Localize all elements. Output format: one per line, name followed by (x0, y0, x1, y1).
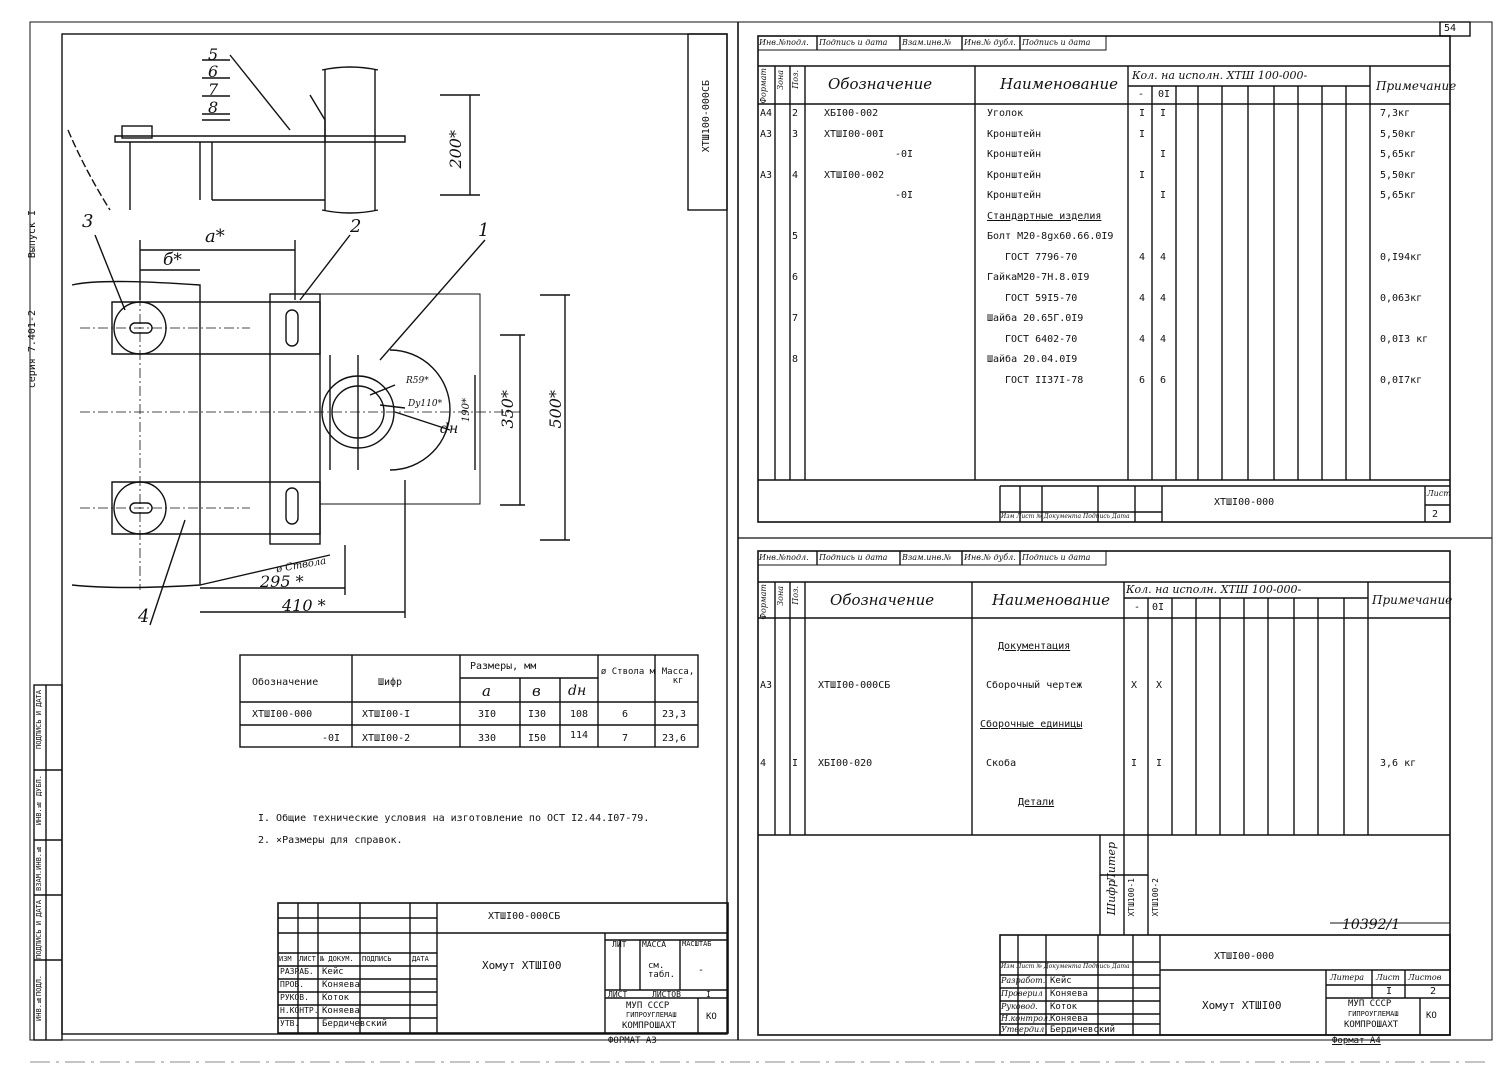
tb-h-list: ЛИСТ (299, 955, 316, 963)
tb-role: Н.КОНТР. (280, 1006, 319, 1015)
dim-410: 410 * (282, 596, 326, 615)
rb-person: Кейс (1050, 976, 1072, 986)
rt-cell-c1: 4 (1139, 292, 1146, 304)
rb-list-val: I (1386, 986, 1393, 997)
rb-cell-pr: 3,6 кг (1380, 758, 1417, 769)
spec-h-stvol: ø Ствола м (600, 667, 656, 677)
rt-cell-n: Кронштейн (987, 190, 1042, 201)
spec-row-b: I30 (528, 709, 547, 720)
rb-person: Коняева (1050, 1014, 1088, 1024)
rt-cell-p: 4 (792, 169, 799, 181)
rt-cell-n: ГОСТ 6402-70 (1005, 333, 1078, 345)
rt-cell-n: Кронштейн (987, 149, 1042, 160)
rt-cell-c1: I (1139, 108, 1146, 119)
side-stamp-2: ВЗАМ.ИНВ.№ (35, 845, 43, 891)
rt-cell-o: -0I (895, 190, 914, 201)
rt-cell-c2: I (1160, 190, 1167, 201)
tb-org3: КОМПРОШАХТ (622, 1021, 677, 1031)
dim-190: 190* (461, 398, 472, 423)
rt-footer-list-val: 2 (1432, 509, 1439, 520)
spec-h-shifr: Шифр (378, 677, 403, 688)
label-6: 6 (208, 62, 219, 81)
rt-cell-o: -0I (895, 149, 914, 160)
label-1: 1 (478, 220, 490, 241)
dim-dy: Dу110* (408, 399, 443, 409)
rt-cell-n: ГОСТ 7796-70 (1005, 251, 1078, 263)
spec-h-b: в (532, 682, 541, 700)
tb-lit: ЛИТ (612, 940, 627, 949)
tb-role: ПРОВ. (280, 980, 305, 989)
tb-role: УТВ. (280, 1019, 300, 1028)
rt-h-poz: Поз. (791, 70, 800, 89)
rb-h-kol: Кол. на исполн. ХТШ 100-000- (1126, 583, 1302, 596)
tb-list: ЛИСТ (608, 990, 628, 999)
rt-cell-o: ХБI00-002 (824, 108, 879, 119)
spec-h-massa: Масса, кг (661, 667, 695, 686)
rt-stamp-2: Взам.инв.№ (902, 38, 952, 47)
rb-h-format: Формат (759, 584, 768, 620)
spec-row-a: 3I0 (478, 709, 497, 720)
rt-footer-list: Лист (1427, 489, 1451, 498)
label-2: 2 (350, 216, 362, 237)
rb-role: Разработ. (1001, 976, 1046, 985)
rt-cell-n: ГайкаМ20-7Н.8.0I9 (987, 272, 1090, 283)
dim-500: 500* (546, 390, 565, 429)
dim-a: a* (205, 226, 225, 247)
dim-r59: R59* (406, 376, 429, 386)
rt-cell-n: Шайба 20.04.0I9 (987, 354, 1078, 365)
rb-role: Утвердил (1001, 1025, 1045, 1034)
rt-h-format: Формат (759, 68, 768, 104)
rt-cell-n: Кронштейн (987, 169, 1042, 181)
tb-h-data: ДАТА (412, 955, 429, 963)
rt-h-oboz: Обозначение (828, 75, 933, 93)
tb-massa-val: см. табл. (648, 961, 676, 980)
rt-h-dash: - (1138, 89, 1145, 100)
spec-h-dn: dн (568, 683, 587, 699)
tb-h-podp: ПОДПИСЬ (362, 955, 392, 963)
rb-cell-c2: X (1156, 680, 1163, 691)
rt-stamp-0: Инв.№подл. (759, 38, 809, 47)
rt-stamp-3: Инв.№ дубл. (964, 38, 1016, 47)
spec-row-shifr: ХТШI00-2 (362, 733, 411, 744)
rt-footer-code: ХТШI00-000 (1214, 497, 1275, 508)
rt-cell-n: Болт М20-8gх60.66.0I9 (987, 231, 1114, 242)
label-3: 3 (82, 211, 94, 232)
rt-cell-p: 7 (792, 313, 799, 324)
rb-cell-o: ХТШI00-000СБ (818, 680, 891, 691)
spec-row-stvol: 7 (622, 733, 629, 744)
tb-person: Коняева (322, 1006, 360, 1016)
spec-row-b: I50 (528, 733, 547, 744)
rt-cell-n: ГОСТ II37I-78 (1005, 374, 1084, 386)
label-8: 8 (208, 98, 219, 117)
rb-org3: КОМПРОШАХТ (1344, 1020, 1399, 1030)
rb-shifr2: ХТШ100-2 (1151, 878, 1160, 917)
rt-h-01: 0I (1158, 89, 1171, 100)
rt-stamp-4: Подпись и дата (1022, 38, 1091, 47)
rb-h-poz: Поз. (791, 586, 800, 605)
tb-masshtab-val: - (698, 965, 705, 976)
tb-code: ХТШI00-000СБ (488, 911, 561, 922)
rt-cell-o: ХТШI00-002 (824, 169, 885, 181)
tb-masshtab: МАСШТАБ (682, 940, 712, 948)
label-4: 4 (138, 606, 150, 627)
tb-listov-val: I (706, 990, 711, 999)
rt-cell-pr: 5,50кг (1380, 169, 1417, 181)
rt-stamp-1: Подпись и дата (819, 38, 888, 47)
rt-h-naim: Наименование (1000, 75, 1119, 93)
rt-cell-c2: 4 (1160, 292, 1167, 304)
rt-cell-f: А3 (760, 169, 773, 181)
rb-person: Коняева (1050, 989, 1088, 999)
rb-h-prim: Примечание (1372, 593, 1453, 607)
rt-cell-n: Стандартные изделия (987, 210, 1102, 222)
rb-stamp-0: Инв.№подл. (759, 553, 809, 562)
rb-ko: КО (1426, 1011, 1437, 1021)
rt-cell-n: Шайба 20.65Г.0I9 (987, 313, 1084, 324)
rb-litera: Литера (1330, 973, 1365, 982)
tb-massa: МАССА (642, 940, 667, 949)
spec-row-a: 330 (478, 733, 497, 744)
rb-listov: Листов (1408, 973, 1442, 982)
rb-code: ХТШI00-000 (1214, 951, 1275, 962)
spec-row-massa: 23,3 (662, 709, 687, 720)
rt-cell-o: ХТШI00-00I (824, 128, 885, 140)
spec-h-razm: Размеры, мм (470, 661, 537, 672)
rb-cell-n: Документация (998, 641, 1071, 652)
note-2: 2. ×Размеры для справок. (258, 835, 403, 846)
rt-h-prim: Примечание (1376, 79, 1457, 93)
rt-cell-n: Уголок (987, 108, 1024, 119)
rb-lit-label: Литер (1105, 842, 1118, 883)
rb-h-01: 0I (1152, 602, 1165, 613)
rt-cell-c2: 6 (1160, 374, 1167, 386)
rb-heads: Изм Лист № Документа Подпись Дата (1001, 963, 1130, 970)
spec-row-dn: 108 (570, 709, 589, 720)
rb-cell-n: Сборочные единицы (980, 719, 1083, 730)
tb-org1: МУП СССР (626, 1001, 670, 1011)
rt-footer-heads: Изм Лист № Документа Подпись Дата (1001, 513, 1130, 520)
spec-row-shifr: ХТШI00-I (362, 709, 411, 720)
rt-cell-c2: I (1160, 149, 1167, 160)
rb-cell-c1: I (1131, 758, 1138, 769)
spec-h-oboz: Обозначение (252, 677, 319, 688)
rb-list: Лист (1376, 973, 1400, 982)
rb-cell-o: ХБI00-020 (818, 758, 873, 769)
rb-h-zona: Зона (776, 586, 785, 606)
rb-format: Формат А4 (1332, 1036, 1381, 1046)
spec-h-a: a (482, 682, 491, 700)
rb-stamp-4: Подпись и дата (1022, 553, 1091, 562)
tb-person: Коток (322, 993, 350, 1003)
spec-row-stvol: 6 (622, 709, 629, 720)
side-stamp-0: ИНВ.№ПОДЛ. (35, 975, 43, 1021)
note-1: I. Общие технические условия на изготовление по ОСТ I2.44.I07-79. (258, 813, 650, 824)
tb-role: РАЗРАБ. (280, 967, 314, 976)
rt-cell-c1: 4 (1139, 251, 1146, 263)
rb-h-naim: Наименование (992, 591, 1111, 609)
page-number: 54 (1444, 23, 1457, 34)
rb-h-dash: - (1134, 602, 1141, 613)
rb-person: Бердичевский (1050, 1025, 1116, 1035)
tb-ko: КО (706, 1012, 717, 1022)
rb-cell-p: I (792, 758, 799, 769)
tb-h-ndok: № ДОКУМ. (320, 955, 354, 963)
side-stamp-4: ПОДПИСЬ И ДАТА (35, 690, 43, 750)
rb-name: Хомут ХТШI00 (1202, 999, 1282, 1012)
rt-cell-c1: 4 (1139, 333, 1146, 345)
rt-cell-c1: I (1139, 128, 1146, 140)
rb-org2: ГИПРОУГЛЕМАШ (1348, 1010, 1399, 1018)
rt-cell-p: 8 (792, 354, 799, 365)
rt-cell-pr: 5,65кг (1380, 149, 1417, 160)
rb-cell-n: Сборочный чертеж (986, 680, 1083, 691)
label-7: 7 (208, 80, 219, 99)
tb-role: РУКОВ. (280, 993, 309, 1002)
rb-cell-n: Детали (1018, 797, 1055, 808)
rb-stamp-2: Взам.инв.№ (902, 553, 952, 562)
rt-cell-pr: 7,3кг (1380, 108, 1411, 119)
label-5: 5 (208, 45, 219, 64)
tb-name: Хомут ХТШI00 (482, 959, 562, 972)
rt-cell-pr: 5,50кг (1380, 128, 1417, 140)
rb-cell-f: 4 (760, 758, 767, 769)
rt-cell-c2: 4 (1160, 333, 1167, 345)
rt-cell-c2: I (1160, 108, 1167, 119)
side-stamp-1: ПОДПИСЬ И ДАТА (35, 900, 43, 960)
rb-person: Коток (1050, 1002, 1078, 1012)
rt-cell-p: 3 (792, 128, 799, 140)
rb-stamp-3: Инв.№ дубл. (964, 553, 1016, 562)
rt-cell-pr: 0,0I3 кг (1380, 333, 1429, 345)
tb-org2: ГИПРОУГЛЕМАШ (626, 1011, 677, 1019)
stvol-label: ø Ствола (275, 555, 328, 576)
tb-person: Бердичевский (322, 1019, 388, 1029)
rt-cell-p: 6 (792, 272, 799, 283)
rb-stamp-1: Подпись и дата (819, 553, 888, 562)
tb-h-izm: ИЗМ (279, 955, 292, 963)
dim-dn: dн (440, 421, 459, 437)
spec-row-oboz: ХТШI00-000 (252, 709, 313, 720)
rb-listov-val: 2 (1430, 986, 1437, 997)
dim-b: б* (163, 250, 182, 270)
rt-h-kol: Кол. на исполн. ХТШ 100-000- (1132, 69, 1308, 82)
rt-cell-n: Кронштейн (987, 128, 1042, 140)
rt-cell-c1: I (1139, 169, 1146, 181)
rb-h-oboz: Обозначение (830, 591, 935, 609)
rb-org1: МУП СССР (1348, 999, 1392, 1009)
rt-cell-pr: 5,65кг (1380, 190, 1417, 201)
rt-cell-f: А3 (760, 128, 773, 140)
rt-cell-c2: 4 (1160, 251, 1167, 263)
rt-cell-pr: 0,I94кг (1380, 251, 1423, 263)
rt-cell-p: 2 (792, 108, 799, 119)
rt-cell-n: ГОСТ 59I5-70 (1005, 292, 1078, 304)
tb-person: Коняева (322, 980, 360, 990)
rb-role: Проверил (1001, 989, 1043, 998)
rt-cell-p: 5 (792, 231, 799, 242)
spec-row-massa: 23,6 (662, 733, 687, 744)
dim-200: 200* (446, 130, 465, 169)
tb-listov: ЛИСТОВ (652, 990, 681, 999)
side-stamp-3: ИНВ.№ ДУБЛ. (35, 775, 43, 826)
spec-row-oboz: -0I (322, 733, 341, 744)
rb-cell-c2: I (1156, 758, 1163, 769)
tb-format: ФОРМАТ А3 (608, 1036, 657, 1046)
series-label: серия 7.401-2 (27, 310, 38, 389)
rb-role: Н.контрол. (1001, 1014, 1051, 1023)
rb-cell-n: Скоба (986, 758, 1017, 769)
spec-row-dn: 114 (570, 730, 589, 741)
rt-h-zona: Зона (776, 70, 785, 90)
vertical-code: ХТШ100-000СБ (701, 80, 712, 153)
rb-cell-f: А3 (760, 680, 773, 691)
rt-cell-pr: 0,0I7кг (1380, 374, 1423, 386)
dim-295: 295 * (260, 572, 304, 591)
rt-cell-c1: 6 (1139, 374, 1146, 386)
issue-label: Выпуск I (27, 210, 38, 259)
rb-shifr-label: Шифр (1105, 880, 1118, 916)
rb-handnote: 10392/1 (1342, 917, 1401, 933)
rb-role: Руковод. (1001, 1002, 1038, 1011)
rt-cell-pr: 0,063кг (1380, 292, 1423, 304)
rb-shifr1: ХТШ100-1 (1127, 878, 1136, 917)
rt-cell-f: А4 (760, 108, 773, 119)
dim-350: 350* (498, 390, 517, 429)
tb-person: Кейс (322, 967, 344, 977)
rb-cell-c1: X (1131, 680, 1138, 691)
